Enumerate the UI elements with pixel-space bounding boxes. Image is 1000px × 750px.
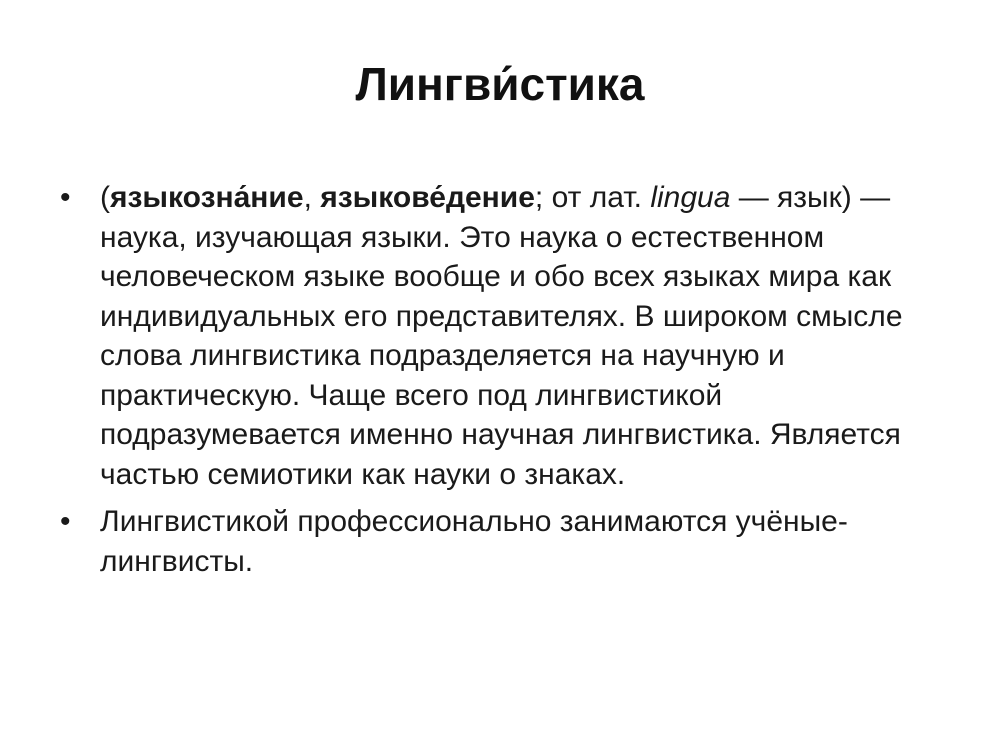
term-yazykoznanie: языкозна́ние	[110, 181, 304, 214]
bullet-marker: •	[60, 181, 71, 214]
linguists-text: Лингвистикой профессионально занимаются учёные-лингвисты.	[100, 505, 848, 578]
bullet-item-linguists	[60, 502, 910, 581]
etymology-intro: ; от лат.	[534, 181, 651, 214]
slide-body	[60, 178, 910, 589]
term-separator: ,	[303, 181, 321, 214]
bullet-item-definition	[60, 178, 910, 494]
bullet-marker: •	[60, 505, 71, 538]
slide-title: Лингви́стика	[355, 58, 645, 110]
definition-text: — язык) — наука, изучающая языки. Это наука о естественном человеческом языке вообще и обо всех языках мира как индивидуальных его представителях. В широком смысле слова лингвистика подразделяется на научную и практическую. Чаще всего под лингвистикой подразумевается именно научная лингвистика. Является частью семиотики как науки о знаках.	[100, 181, 903, 491]
bullet-open-paren: (	[100, 181, 110, 214]
term-yazykovedenie: языкове́дение	[320, 181, 535, 214]
latin-word: lingua	[650, 181, 731, 214]
